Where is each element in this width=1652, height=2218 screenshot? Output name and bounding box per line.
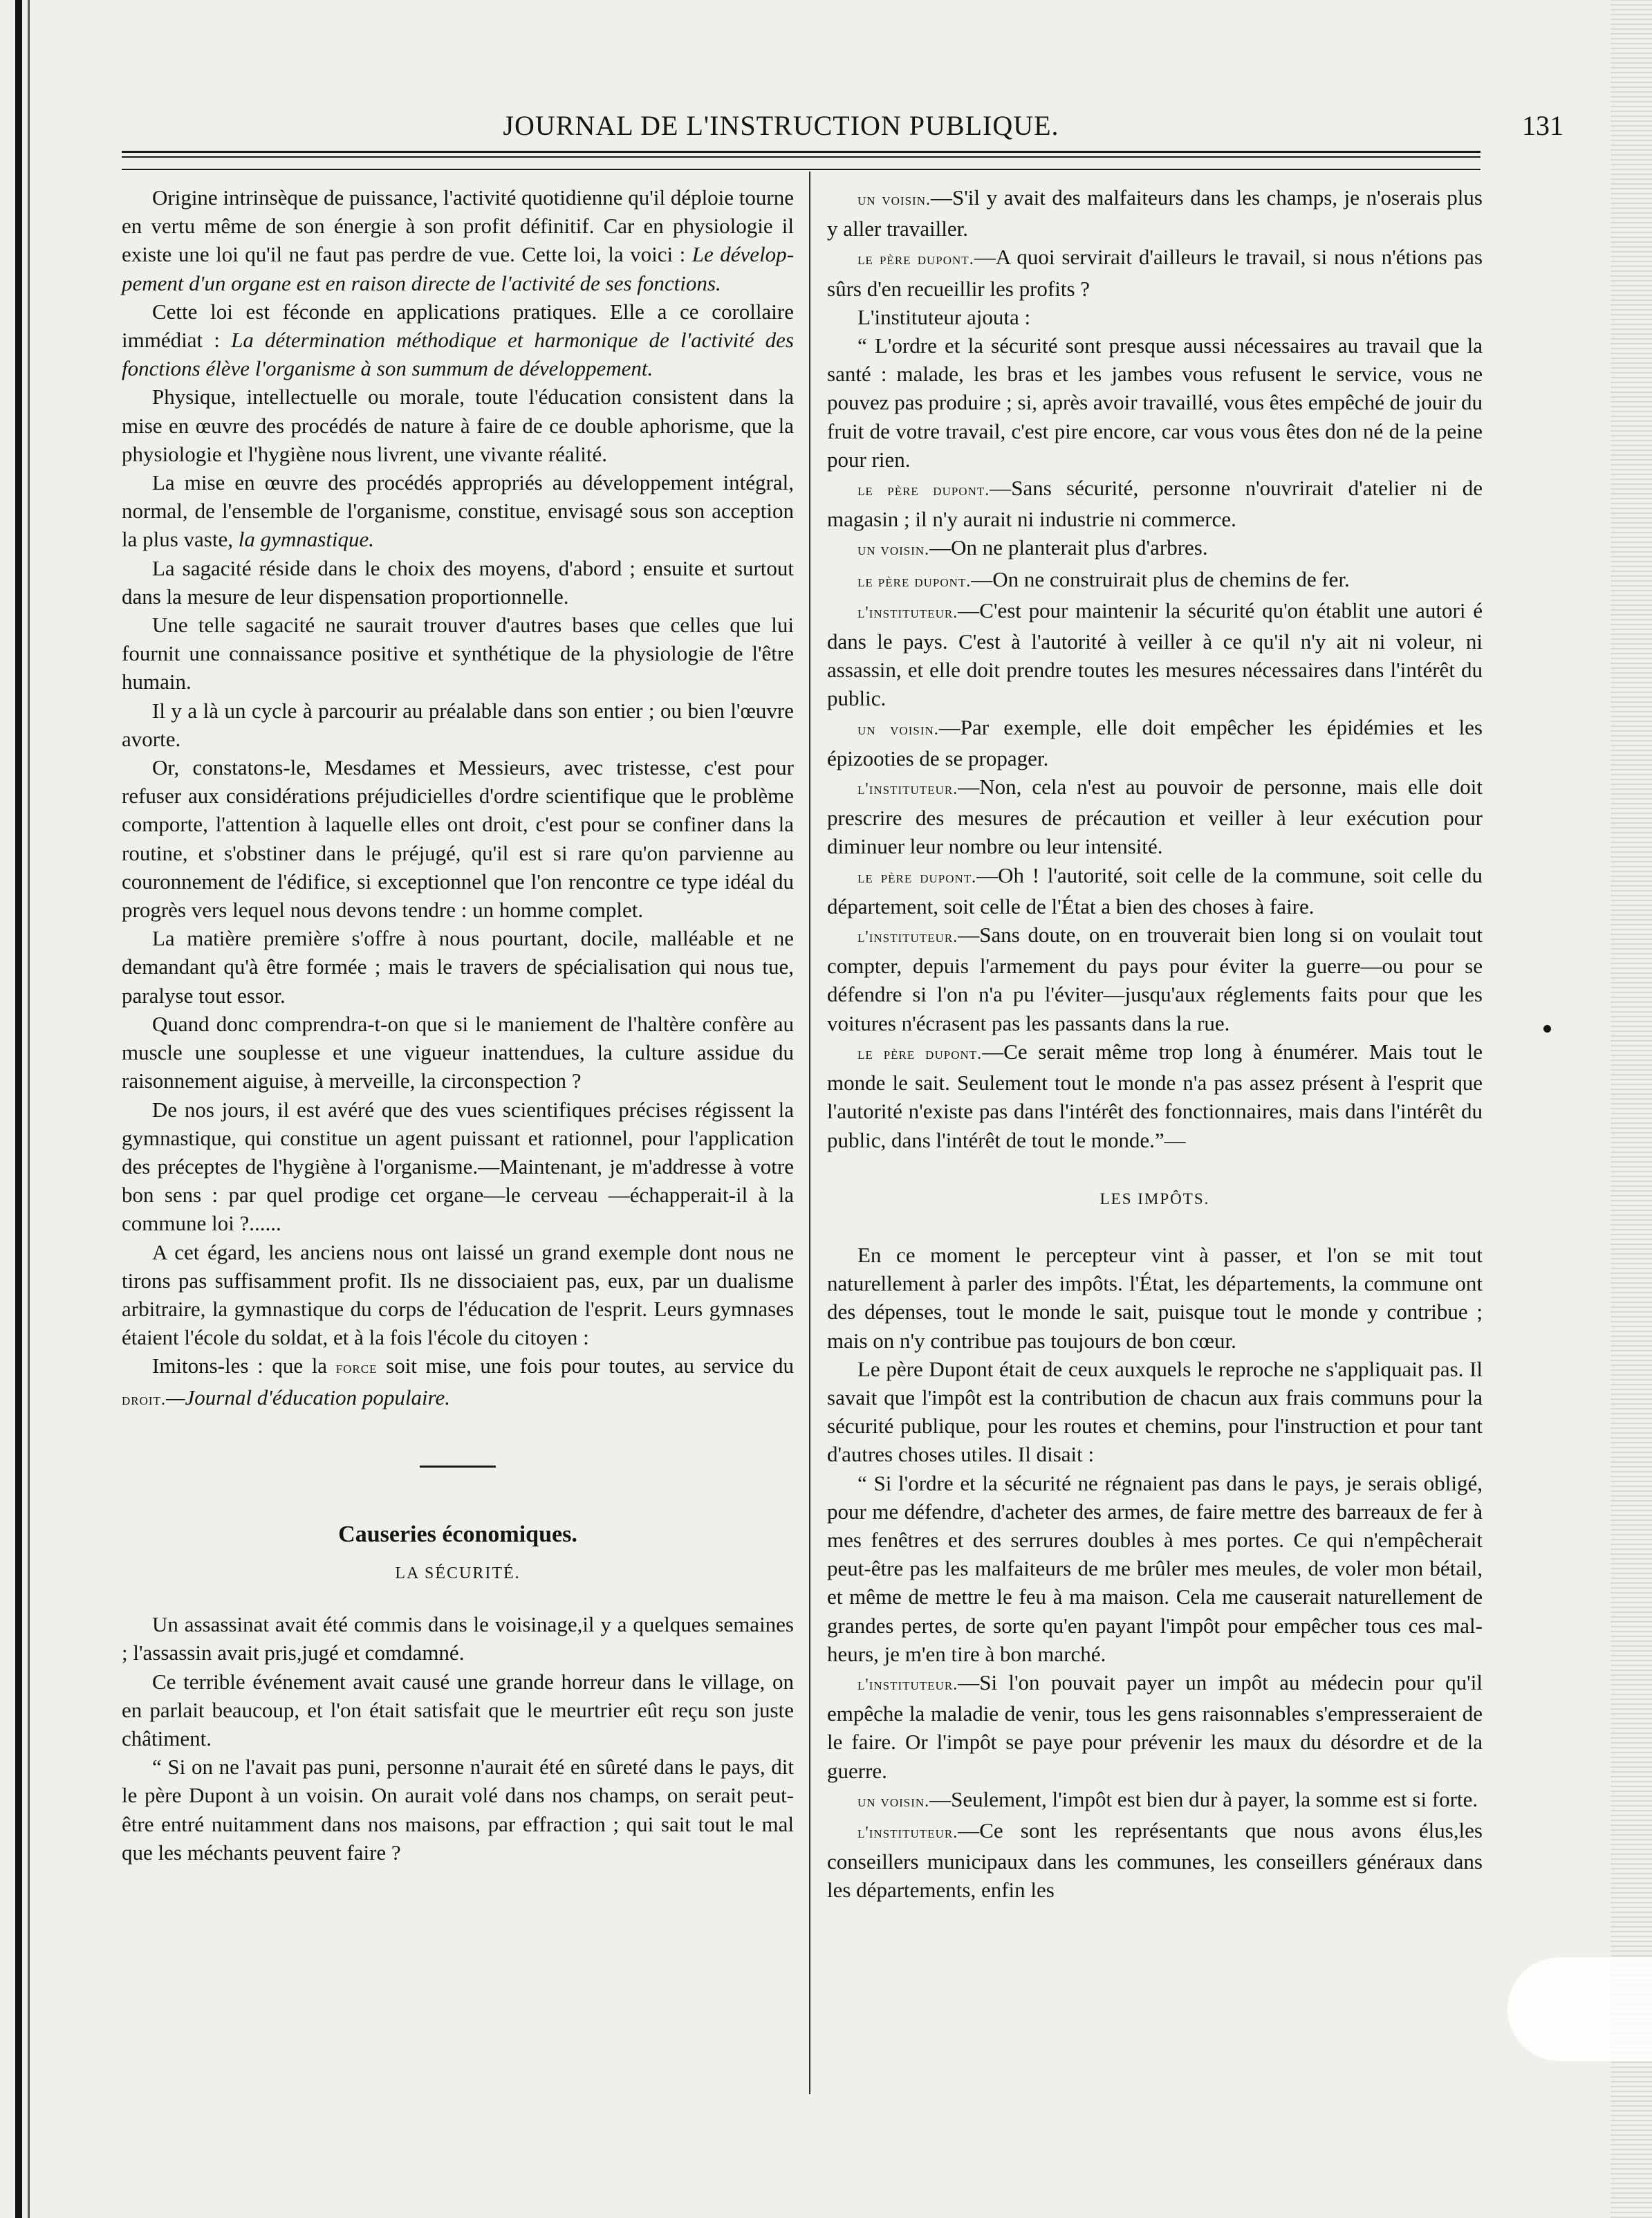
- dialogue-line: le père dupont.—On ne construirait plus de chemins de fer.: [857, 566, 1350, 591]
- dialogue-line: le père dupont.—Oh ! l'autorité, soit celle de la commune, soit celle du département, soit celle de l'État a bien des choses à faire.: [827, 862, 1483, 918]
- paragraph: Quand donc comprendra-t-on que si le maniement de l'haltère confère au muscle une souplesse et une vigueur inattendues, la culture assidue du raisonnement aiguise, à merveille, la circonspection ?: [122, 1011, 794, 1093]
- dialogue-line: l'instituteur.—C'est pour maintenir la sécurité qu'on établit une autori é dans le pays. C'est à l'autorité à veiller à ce qu'il n'y ait ni voleur, ni assassin, et elle doit prendre toutes les mesures nécessaires dans l'intérêt du public.: [827, 598, 1483, 711]
- binding-edge-line: [28, 0, 30, 2218]
- paragraph: A cet égard, les anciens nous ont laissé un grand exemple dont nous ne tirons pas suffisamment profit. Ils ne dissociaient pas, eux, par un dualisme arbitraire, la gymnastique du corps de l'éducation de l'esprit. Leurs gymnases étaient l'école du soldat, et à la fois l'école du citoyen :: [122, 1239, 794, 1350]
- dialogue-line: un voisin.—Par exemple, elle doit empêcher les épidémies et les épizooties de se propager.: [827, 714, 1483, 770]
- section-title: Causeries économiques.: [338, 1521, 577, 1547]
- speaker-label: un voisin.: [857, 1792, 930, 1811]
- paragraph: “ Si l'ordre et la sécurité ne régnaient pas dans le pays, je serais obligé, pour me défendre, d'acheter des armes, de faire mettre des barreaux de fer à mes fenêtres et des serrures doubles à mes portes. Ce qui n'empêcherait peut-être pas les malfaiteurs de me brûler mes meules, de voler mon bétail, et même de mettre le feu à ma maison. Cela me causerait naturellement de grandes pertes, de sorte qu'en payant l'impôt pour empêcher tous ces malheurs, je m'en tire à bon marché.: [827, 1470, 1483, 1666]
- speaker-label: l'instituteur.: [857, 780, 958, 799]
- scan-edge-noise: [1611, 0, 1652, 2218]
- speaker-label: le père dupont.: [857, 868, 977, 887]
- header-rule-top: [122, 151, 1481, 153]
- speaker-label: le père dupont.: [857, 572, 972, 591]
- dialogue-line: le père dupont.—Ce serait même trop long à énumérer. Mais tout le monde le sait. Seulement tout le monde n'a pas assez présent à l'esprit que l'autorité n'existe pas dans l'intérêt des fonctionnaires, mais dans l'intérêt du public, dans l'intérêt de tout le monde.”—: [827, 1039, 1483, 1152]
- column-divider: [809, 172, 810, 2094]
- section-separator: [420, 1466, 496, 1468]
- paragraph: Cette loi est féconde en applications pratiques. Elle a ce corollaire immédiat : La détermination méthodique et harmonique de l'activité des fonctions élève l'organisme à son summum de développement.: [122, 299, 794, 381]
- paragraph: Ce terrible événement avait causé une grande horreur dans le village, on en parlait beaucoup, et l'on était satisfait que le meurtrier eût reçu son juste châtiment.: [122, 1669, 794, 1750]
- speaker-label: le père dupont.: [857, 1044, 983, 1063]
- speaker-label: un voisin.: [857, 720, 939, 739]
- dialogue-line: un voisin.—Seulement, l'impôt est bien dur à payer, la somme est si forte.: [857, 1786, 1478, 1811]
- paragraph: La mise en œuvre des procédés appropriés au développement intégral, normal, de l'ensemble de l'organisme, constitue, envisagé sous son acception la plus vaste, la gymnastique.: [122, 470, 794, 552]
- speaker-label: l'instituteur.: [857, 928, 958, 947]
- paper-scuff: [1507, 1957, 1652, 2061]
- paragraph: La sagacité réside dans le choix des moyens, d'abord ; ensuite et surtout dans la mesure de leur dispensation proportionnelle.: [122, 555, 794, 609]
- paragraph: “ Si on ne l'avait pas puni, personne n'aurait été en sûreté dans le pays, dit le père Dupont à un voisin. On aurait volé dans nos champs, on serait peut-être entré nuitamment dans nos maisons, par effraction ; qui sait tout le mal que les méchants peuvent faire ?: [122, 1755, 794, 1865]
- dialogue-line: un voisin.—S'il y avait des malfaiteurs dans les champs, je n'oserais plus y aller travailler.: [827, 185, 1483, 241]
- dialogue-line: l'instituteur.—Non, cela n'est au pouvoir de personne, mais elle doit prescrire des mesures de précaution et veiller à leur exécution pour diminuer leur nombre ou leur intensité.: [827, 775, 1483, 859]
- paragraph: “ L'ordre et la sécurité sont presque aussi nécessaires au travail que la santé : malade, les bras et les jambes vous refusent le service, vous ne pouvez pas produire ; si, après avoir travaillé, vous êtes empêché de jouir du fruit de votre travail, c'est pire encore, car vous vous êtes don né de la peine pour rien.: [827, 333, 1483, 472]
- dialogue-line: un voisin.—On ne planterait plus d'arbres.: [857, 535, 1208, 560]
- paragraph: Une telle sagacité ne saurait trouver d'autres bases que celles que lui fournit une connaissance positive et synthétique de la physiologie de l'être humain.: [122, 613, 794, 694]
- section-subtitle: LA SÉCURITÉ.: [395, 1564, 521, 1582]
- paragraph: Imitons-les : que la force soit mise, une fois pour toutes, au service du droit.—Journal d'éducation populaire.: [122, 1353, 795, 1410]
- left-column: [122, 183, 794, 1867]
- paragraph: En ce moment le percepteur vint à passer, et l'on se mit tout naturellement à parler des impôts. l'État, les départements, la commune ont des dépenses, tout le monde le sait, puisque tout le monde y contribue ; mais on n'y contribue pas toujours de bon cœur.: [827, 1242, 1483, 1353]
- section-subtitle: LES IMPÔTS.: [1099, 1190, 1210, 1208]
- paragraph: La matière première s'offre à nous pourtant, docile, malléable et ne demandant qu'à être formée ; mais le travers de spécialisation qui nous tue, paralyse tout essor.: [122, 926, 794, 1008]
- paragraph: Un assassinat avait été commis dans le voisinage,il y a quelques semaines ; l'assassin avait pris,jugé et comdamné.: [122, 1612, 794, 1665]
- speaker-label: l'instituteur.: [857, 1823, 958, 1842]
- dialogue-line: le père dupont.—Sans sécurité, personne n'ouvrirait d'atelier ni de magasin ; il n'y aurait ni industrie ni commerce.: [827, 476, 1483, 532]
- speaker-label: un voisin.: [857, 191, 931, 209]
- journal-title: JOURNAL DE L'INSTRUCTION PUBLIQUE.: [503, 110, 1059, 141]
- right-column: [827, 183, 1483, 1905]
- page-number: 131: [1522, 110, 1563, 141]
- speaker-label: le père dupont.: [857, 481, 990, 500]
- paragraph: De nos jours, il est avéré que des vues scientifiques précises régissent la gymnastique, qui constitue un agent puissant et rationnel, pour l'application des préceptes de l'hygiène à l'organisme.—Maintenant, je m'addresse à votre bon sens : par quel prodige cet organe—le cerveau —échapperait-il à la commune loi ?......: [122, 1097, 794, 1236]
- ink-dot: [1543, 1025, 1551, 1033]
- dialogue-line: le père dupont.—A quoi servirait d'ailleurs le travail, si nous n'étions pas sûrs d'en recueillir les profits ?: [827, 245, 1483, 301]
- page-header: [118, 104, 1563, 144]
- paragraph: Physique, intellectuelle ou morale, toute l'éducation consistent dans la mise en œuvre des procédés de nature à faire de ce double aphorisme, que la physiologie et l'hygiène nous livrent, une vivante réalité.: [122, 385, 794, 466]
- dialogue-line: l'instituteur.—Sans doute, on en trouverait bien long si on voulait tout compter, depuis l'armement du pays pour éviter la guerre—ou pour se défendre si l'on n'a pu l'éviter—jusqu'aux réglements faits pour que les voitures n'écrasent pas les passants dans la rue.: [827, 923, 1483, 1035]
- paragraph: Or, constatons-le, Mesdames et Messieurs, avec tristesse, c'est pour refuser aux considérations préjudicielles d'ordre scientifique que le problème comporte, l'attention à laquelle elles ont droit, c'est pour se confiner dans la routine, et s'obstiner dans le préjugé, qu'il est si rare qu'on parvienne au couronnement de l'édifice, si exceptionnel que l'on rencontre ce type idéal du progrès vers lequel nous devons tendre : un homme complet.: [122, 755, 794, 923]
- paragraph: Le père Dupont était de ceux auxquels le reproche ne s'appliquait pas. Il savait que l'impôt est la contribution de chacun aux frais communs pour la sécurité publique, pour les routes et chemins, pour l'instruction et pour tant d'autres choses utiles. Il disait :: [827, 1356, 1483, 1467]
- paragraph: L'instituteur ajouta :: [857, 304, 1031, 329]
- speaker-label: l'instituteur.: [857, 1675, 958, 1694]
- header-rule-bottom: [122, 169, 1481, 170]
- speaker-label: le père dupont.: [857, 250, 974, 269]
- binding-edge: [15, 0, 22, 2218]
- paragraph: Il y a là un cycle à parcourir au préalable dans son entier ; ou bien l'œuvre avorte.: [122, 698, 794, 751]
- dialogue-line: l'instituteur.—Ce sont les représentants que nous avons élus,les conseillers municipaux dans les communes, les conseillers généraux dans les départements, enfin les: [827, 1818, 1483, 1903]
- speaker-label: l'instituteur.: [857, 603, 958, 622]
- paragraph: Origine intrinsèque de puissance, l'activité quotidienne qu'il déploie tourne en vertu même de son énergie à son profit définitif. Car en physiologie il existe une loi qu'il ne faut pas perdre de vue. Cette loi, la voici : Le développement d'un organe est en raison directe de l'activité de ses fonctions.: [122, 185, 795, 295]
- speaker-label: un voisin.: [857, 541, 930, 560]
- header-rule-middle: [122, 156, 1481, 158]
- dialogue-line: l'instituteur.—Si l'on pouvait payer un impôt au médecin pour qu'il empêche la maladie de venir, tous les gens raisonnables s'empresseraient de le faire. Or l'impôt se paye pour prévenir les maux du désordre et de la guerre.: [827, 1670, 1483, 1783]
